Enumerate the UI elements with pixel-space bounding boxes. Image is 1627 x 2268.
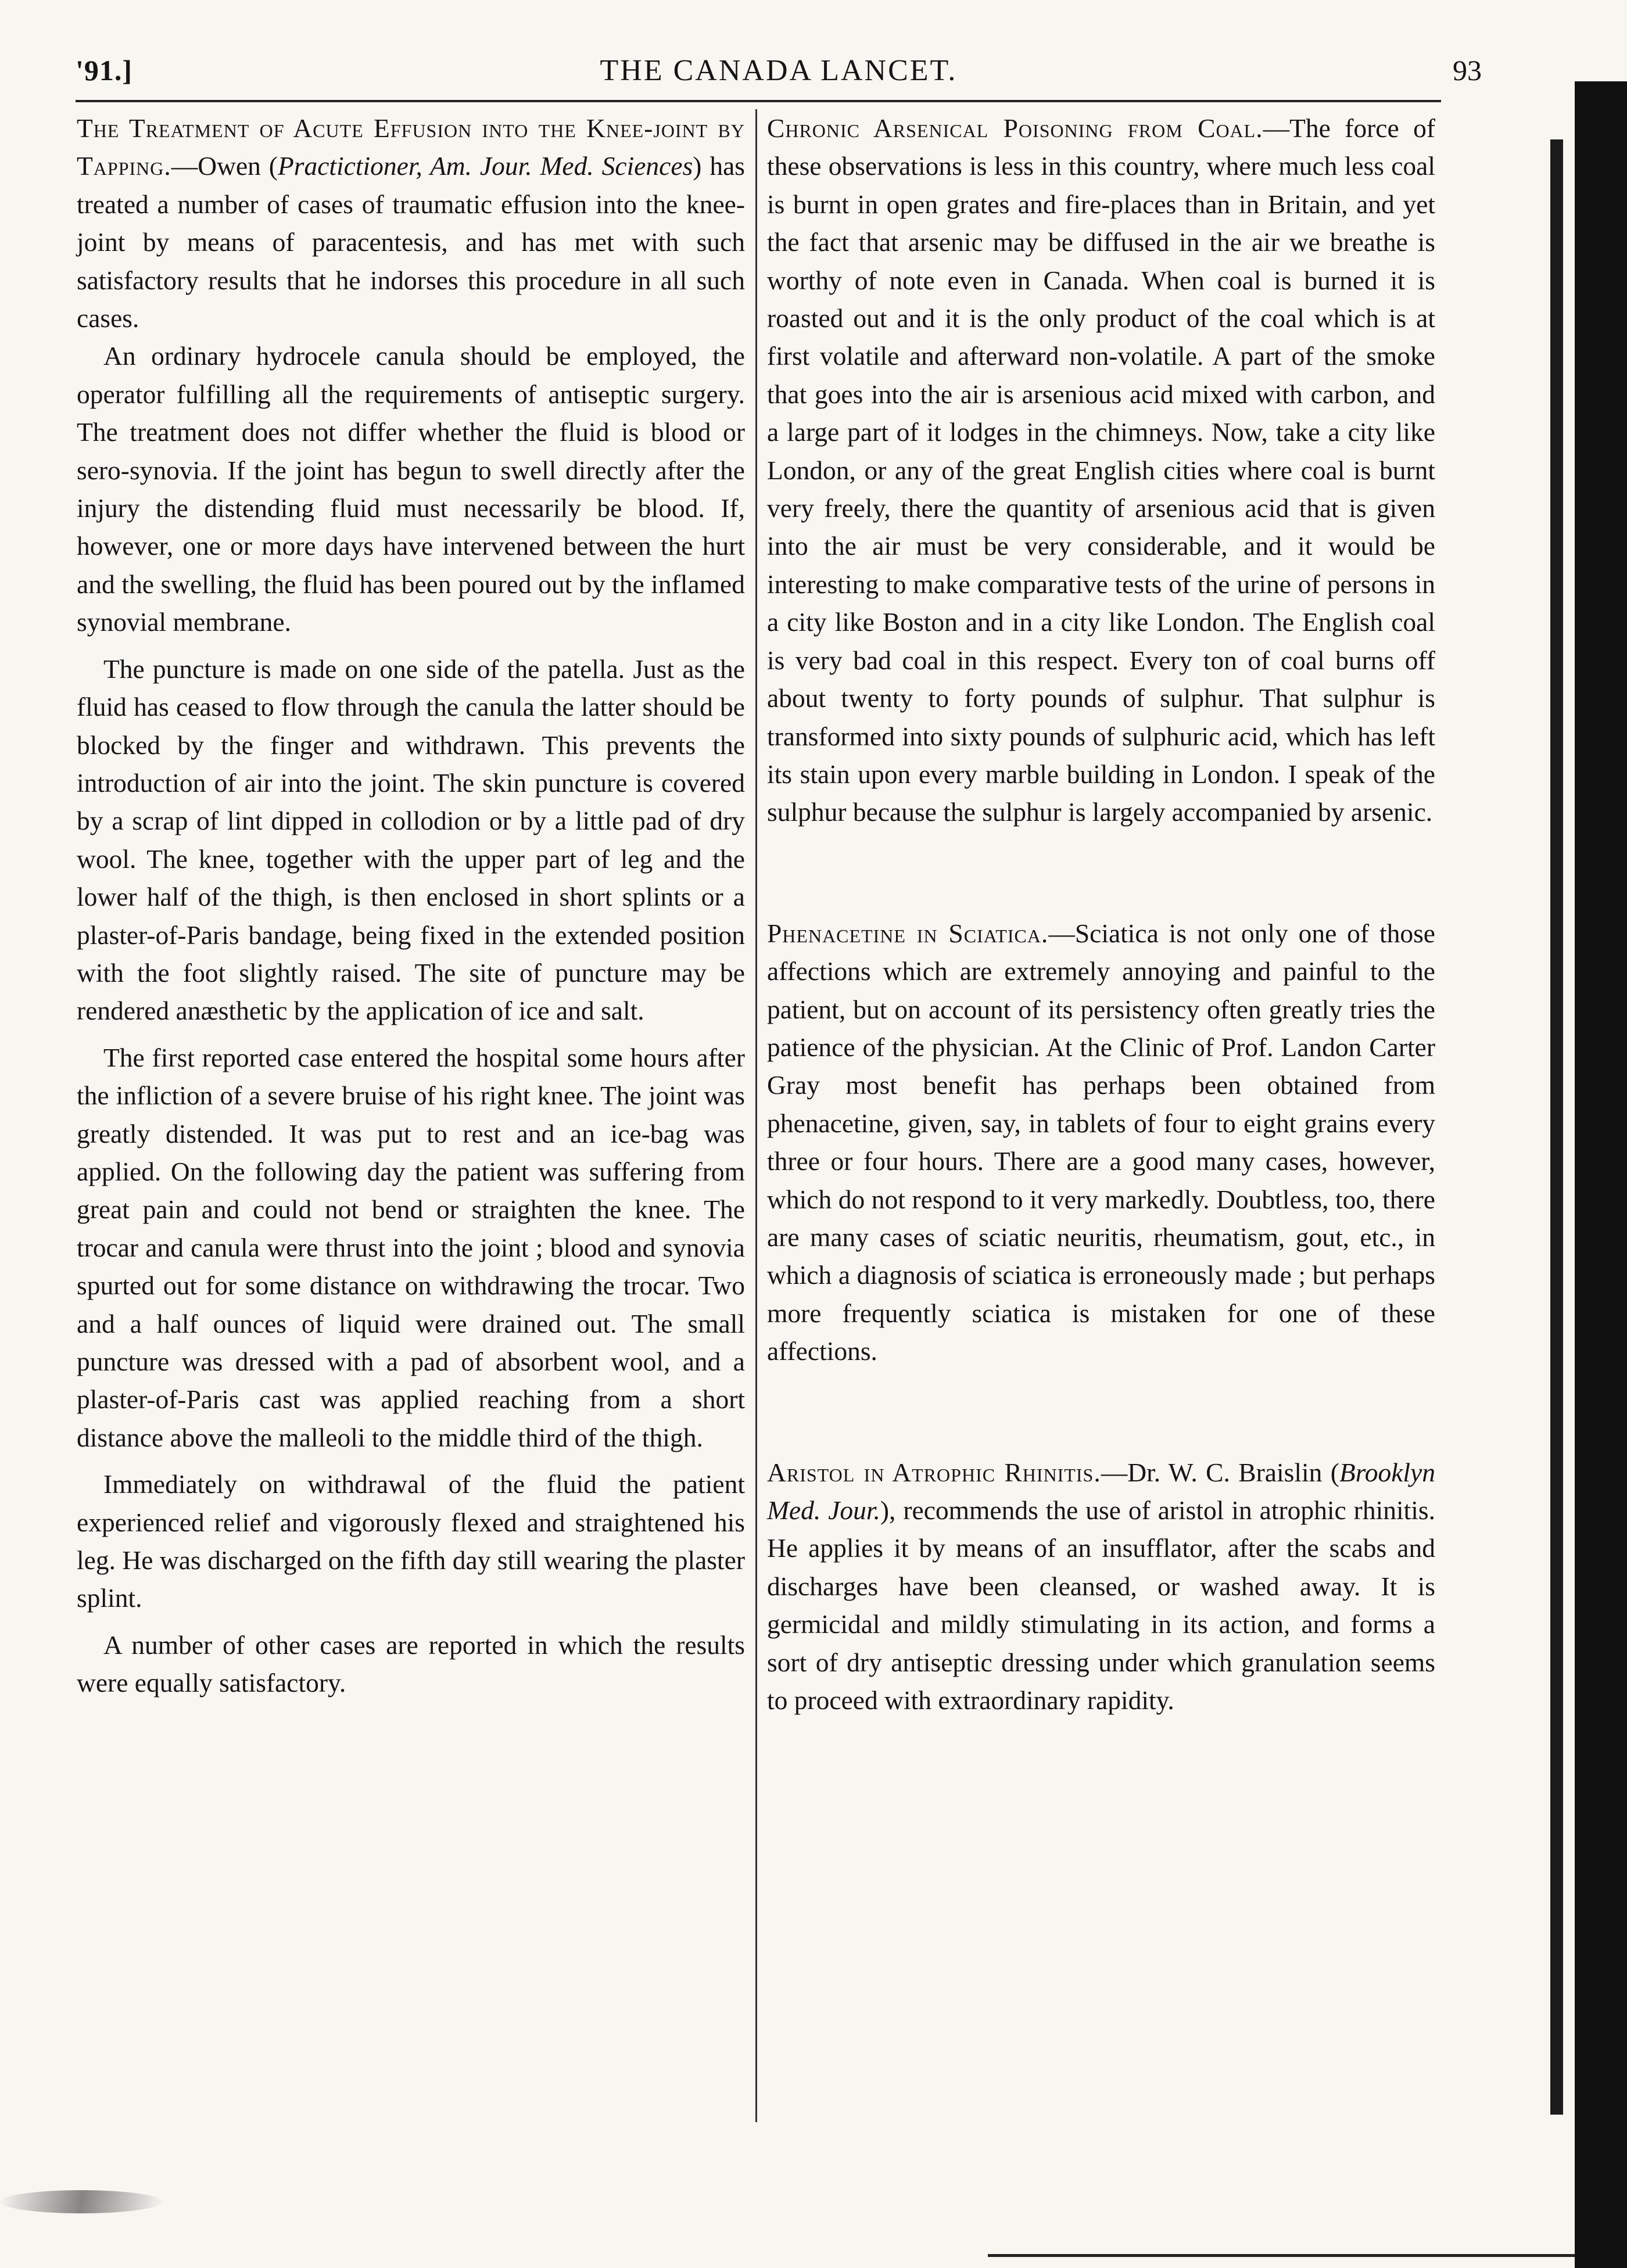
article-phenacetine	[767, 914, 1435, 1370]
scan-edge-bar	[1575, 81, 1627, 2268]
article-body-phenacetine: —Sciatica is not only one of those affections which are extremely annoying and painful to the patient, but on account of its persistency often greatly tries the patience of the physician. At the Clinic of Prof. Landon Carter Gray most benefit has perhaps been obtained from phenacetine, given, say, in tablets of four to eight grains every three or four hours. There are a good many cases, however, which do not respond to it very markedly. Doubtless, too, there are many cases of sciatic neuritis, rheumatism, gout, etc., in which a diagnosis of sciatica is erroneously made ; but perhaps more frequently sciatica is mistaken for one of these affections.	[767, 918, 1435, 1366]
article-arsenical-poisoning	[767, 109, 1435, 831]
page-header	[76, 53, 1482, 106]
scan-bottom-line	[988, 2254, 1575, 2257]
citation-practitioner: Practictioner, Am. Jour. Med. Sciences	[277, 151, 693, 181]
article-body-arsenical: —The force of these observations is less in this country, where much less coal is burnt in open grates and fire-places than in Britain, and yet the fact that arsenic may be diffused in the air we breathe is worthy of note even in Canada. When coal is burned it is roasted out and it is the only product of the coal which is at first volatile and afterward non-volatile. A part of the smoke that goes into the air is arsenious acid mixed with carbon, and a large part of it lodges in the chimneys. Now, take a city like London, or any of the great English cities where coal is burnt very freely, there the quantity of arsenious acid that is given into the air must be very considerable, and it would be interesting to make comparative tests of the urine of persons in a city like Boston and in a city like London. The English coal is very bad coal in this respect. Every ton of coal burns off about twenty to forty pounds of sulphur. That sulphur is transformed into sixty pounds of sulphuric acid, which has left its stain upon every marble building in London. I speak of the sulphur because the sulphur is largely accompanied by arsenic.	[767, 113, 1435, 827]
left-column	[77, 109, 745, 1711]
article-spacer	[767, 1379, 1435, 1454]
paragraph: A number of other cases are reported in which the results were equally satisfactory.	[77, 1630, 745, 1698]
article-spacer	[767, 840, 1435, 914]
article-title-aristol: Aristol in Atrophic Rhinitis.	[767, 1457, 1101, 1487]
article-title-arsenical: Chronic Arsenical Poisoning from Coal.	[767, 113, 1263, 143]
article-knee-joint-intro	[77, 109, 745, 337]
paragraph: The first reported case entered the hospital some hours after the infliction of a severe bruise of his right knee. The joint was greatly distended. It was put to rest and an ice-bag was applied. On the following day the patient was suffering from great pain and could not bend or straighten the knee. The trocar and canula were thrust into the joint ; blood and synovia spurted out for some distance on withdrawing the trocar. Two and a half ounces of liquid were drained out. The small puncture was dressed with a pad of absorbent wool, and a plaster-of-Paris cast was applied reaching from a short distance above the malleoli to the middle third of the thigh.	[77, 1042, 745, 1452]
page-number: 93	[1453, 54, 1482, 87]
volume-year: '91.]	[76, 54, 133, 87]
aristol-intro: —Dr. W. C. Braislin (	[1101, 1457, 1339, 1487]
article-title-phenacetine: Phenacetine in Sciatica.	[767, 918, 1049, 948]
intro-text: ) has treated a number of cases of traumatic effusion into the knee-joint by means of paracentesis, and has met with such satisfactory results that he indorses this procedure in all such cases.	[77, 151, 745, 333]
header-rule	[76, 100, 1441, 102]
paragraph: An ordinary hydrocele canula should be employed, the operator fulfilling all the requirements of antiseptic surgery. The treatment does not differ whether the fluid is blood or sero-synovia. If the joint has begun to swell directly after the injury the distending fluid must necessarily be blood. If, however, one or more days have intervened between the hurt and the swelling, the fluid has been poured out by the inflamed synovial membrane.	[77, 341, 745, 637]
paragraph: Immediately on withdrawal of the fluid the patient experienced relief and vigorously flexed and straightened his leg. He was discharged on the fifth day still wearing the plaster splint.	[77, 1469, 745, 1613]
article-aristol	[767, 1454, 1435, 1720]
paragraph: The puncture is made on one side of the patella. Just as the fluid has ceased to flow through the canula the latter should be blocked by the finger and withdrawn. This prevents the introduction of air into the joint. The skin puncture is covered by a scrap of lint dipped in collodion or by a little pad of dry wool. The knee, together with the upper part of leg and the lower half of the thigh, is then enclosed in short splints or a plaster-of-Paris bandage, being fixed in the extended position with the foot slightly raised. The site of puncture may be rendered anæsthetic by the application of ice and salt.	[77, 654, 745, 1026]
scan-edge-shadow	[1550, 139, 1563, 2115]
scan-smudge	[0, 2190, 163, 2213]
journal-title: THE CANADA LANCET.	[600, 54, 958, 87]
citation-brooklyn: Brooklyn Med. Jour.	[767, 1457, 1435, 1525]
right-column	[767, 109, 1435, 1728]
column-divider	[755, 109, 757, 2122]
article-body-aristol: ), recommends the use of aristol in atrophic rhinitis. He applies it by means of an insufflator, after the scabs and discharges have been cleansed, or washed away. It is germicidal and mildly stimulating in its action, and forms a sort of dry antiseptic dressing under which granulation seems to proceed with extraordinary rapidity.	[767, 1495, 1435, 1716]
article-title-knee-joint: The Treatment of Acute Effusion into the Knee-joint by Tapping.	[77, 113, 745, 181]
author-intro: —Owen (	[171, 151, 278, 181]
